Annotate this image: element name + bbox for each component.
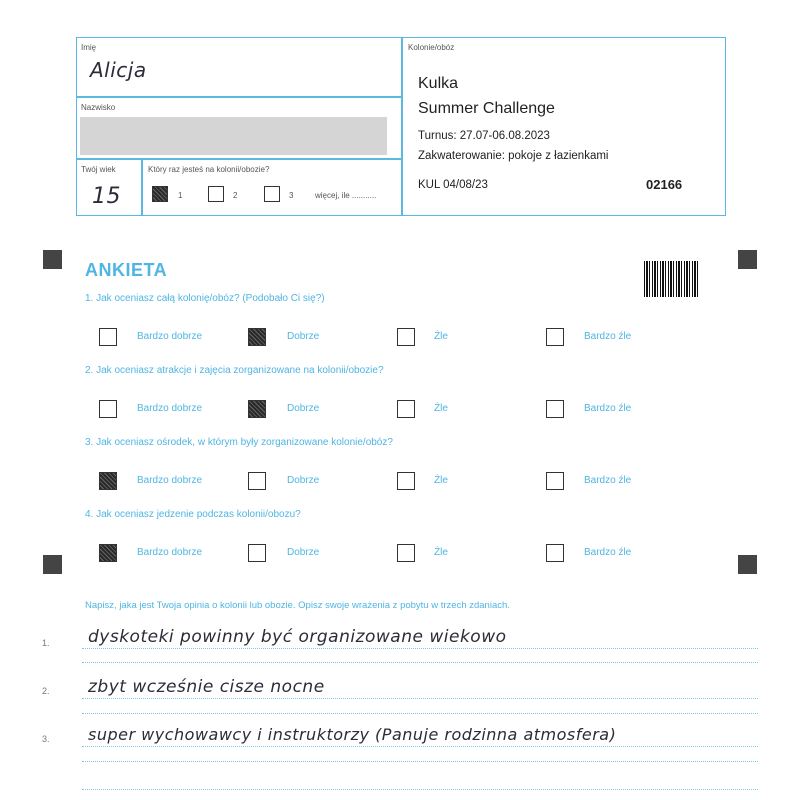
question-4-checkbox-bardzo-dobrze[interactable] [99,544,117,562]
camp-name-line2: Summer Challenge [418,100,555,117]
times-option-2: 2 [233,191,238,200]
opinion-rule-3a [82,746,758,747]
barcode [644,261,698,297]
age-label: Twój wiek [81,165,116,174]
opinion-line-2[interactable]: zbyt wcześnie cisze nocne [88,677,325,697]
question-3-option-label: Źle [434,475,448,486]
survey-title: ANKIETA [85,260,168,280]
times-checkbox-2[interactable] [208,186,224,202]
opinion-rule-2b [82,713,758,714]
question-3-text: 3. Jak oceniasz ośrodek, w którym były zorganizowane kolonie/obóz? [85,437,393,448]
opinion-rule-bottom [82,789,758,790]
question-4-option-label: Bardzo źle [584,547,632,558]
question-4-checkbox-zle[interactable] [397,544,415,562]
question-1-checkbox-bardzo-dobrze[interactable] [99,328,117,346]
question-3-option-label: Bardzo źle [584,475,632,486]
question-1-checkbox-zle[interactable] [397,328,415,346]
question-2-option-label: Źle [434,403,448,414]
registration-marker-top-right [738,250,757,269]
first-name-label: Imię [81,43,97,52]
opinion-line-3[interactable]: super wychowawcy i instruktorzy (Panuje rodzinna atmosfera) [88,725,617,744]
age-value[interactable]: 15 [92,184,121,209]
last-name-label: Nazwisko [81,103,116,112]
question-3-checkbox-bardzo-zle[interactable] [546,472,564,490]
question-4-checkbox-dobrze[interactable] [248,544,266,562]
opinion-line-number-1: 1. [42,638,50,648]
question-3-checkbox-dobrze[interactable] [248,472,266,490]
camp-code: KUL 04/08/23 [418,179,488,191]
registration-marker-bottom-right [738,555,757,574]
question-1-checkbox-bardzo-zle[interactable] [546,328,564,346]
question-1-option-label: Bardzo dobrze [137,331,203,342]
accommodation-text: Zakwaterowanie: pokoje z łazienkami [418,150,609,162]
opinion-prompt: Napisz, jaka jest Twoja opinia o kolonii lub obozie. Opisz swoje wrażenia z pobytu w trzech zdaniach. [85,600,510,611]
question-4-option-label: Bardzo dobrze [137,547,203,558]
question-4-text: 4. Jak oceniasz jedzenie podczas kolonii/obozu? [85,509,301,520]
times-checkbox-1[interactable] [152,186,168,202]
header-divider [401,37,403,216]
question-3-option-label: Bardzo dobrze [137,475,203,486]
camp-name-line1: Kulka [418,75,459,92]
question-2-option-label: Bardzo dobrze [137,403,203,414]
question-4-checkbox-bardzo-zle[interactable] [546,544,564,562]
question-4-option-label: Źle [434,547,448,558]
question-3-checkbox-zle[interactable] [397,472,415,490]
question-3-checkbox-bardzo-dobrze[interactable] [99,472,117,490]
header-row-divider-2 [76,158,401,160]
times-checkbox-3[interactable] [264,186,280,202]
form-number: 02166 [646,177,683,192]
opinion-rule-1b [82,662,758,663]
question-2-checkbox-dobrze[interactable] [248,400,266,418]
times-label: Który raz jesteś na kolonii/obozie? [148,165,270,174]
question-3-option-label: Dobrze [287,475,320,486]
first-name-value[interactable]: Alicja [90,58,147,82]
question-2-checkbox-bardzo-dobrze[interactable] [99,400,117,418]
opinion-line-1[interactable]: dyskoteki powinny być organizowane wiekowo [88,627,507,647]
question-1-option-label: Źle [434,331,448,342]
question-2-checkbox-zle[interactable] [397,400,415,418]
question-1-option-label: Bardzo źle [584,331,632,342]
question-4-option-label: Dobrze [287,547,320,558]
opinion-line-number-3: 3. [42,734,50,744]
opinion-rule-2a [82,698,758,699]
question-1-checkbox-dobrze[interactable] [248,328,266,346]
opinion-rule-3b [82,761,758,762]
question-2-option-label: Bardzo źle [584,403,632,414]
opinion-rule-1a [82,648,758,649]
question-1-text: 1. Jak oceniasz całą kolonię/obóz? (Podobało Ci się?) [85,293,325,304]
turnus-text: Turnus: 27.07-06.08.2023 [418,130,550,142]
question-1-option-label: Dobrze [287,331,320,342]
times-more-field[interactable]: więcej, ile ........... [315,191,377,200]
question-2-checkbox-bardzo-zle[interactable] [546,400,564,418]
question-2-text: 2. Jak oceniasz atrakcje i zajęcia zorganizowane na kolonii/obozie? [85,365,384,376]
opinion-line-number-2: 2. [42,686,50,696]
camp-label: Kolonie/obóz [408,43,455,52]
question-2-option-label: Dobrze [287,403,320,414]
times-option-1: 1 [178,191,183,200]
last-name-redacted [80,117,387,155]
registration-marker-top-left [43,250,62,269]
header-row-divider-1 [76,96,401,98]
times-option-3: 3 [289,191,294,200]
registration-marker-bottom-left [43,555,62,574]
age-divider [141,158,143,216]
